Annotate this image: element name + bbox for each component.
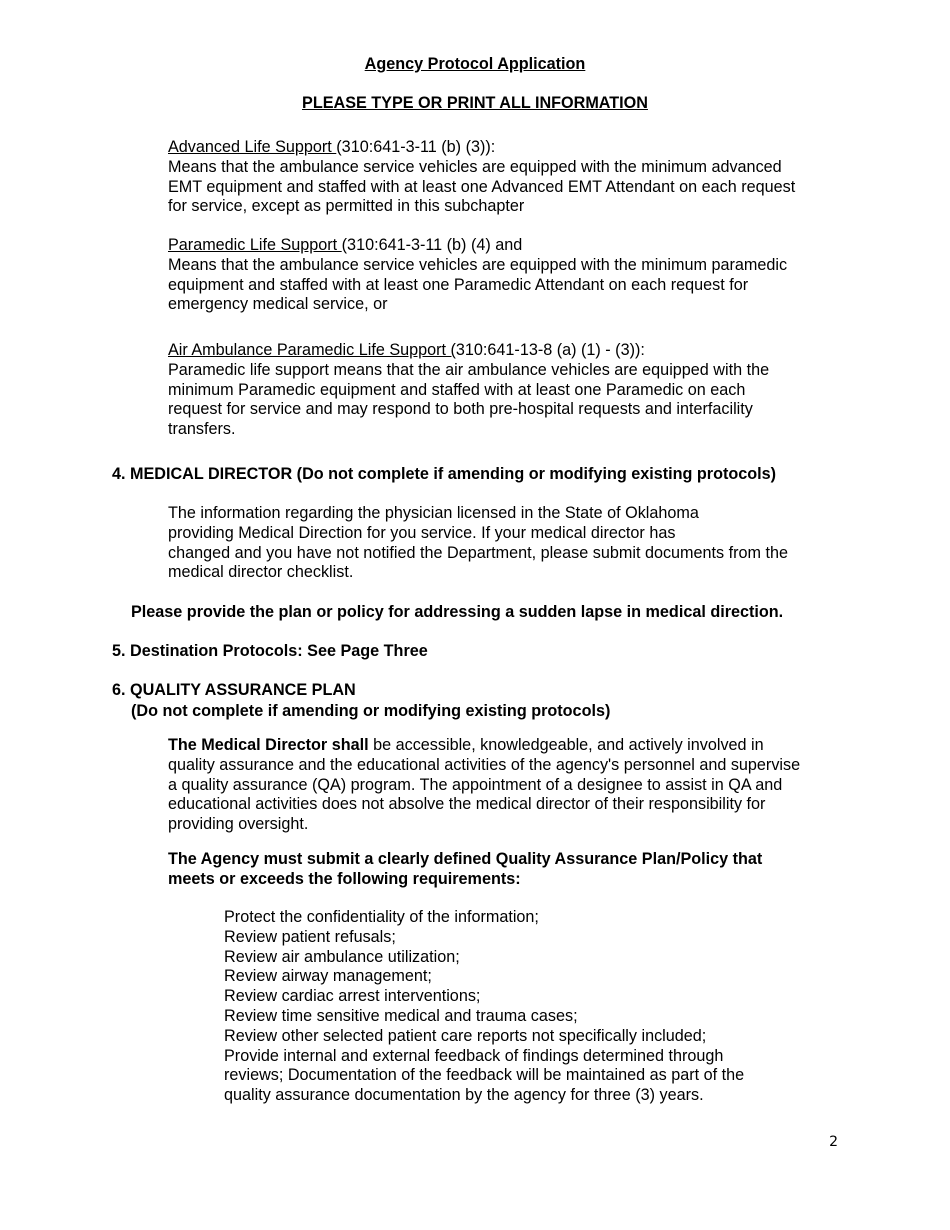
definition-line: request for service and may respond to both pre-hospital requests and interfacility <box>168 400 753 419</box>
definition-advanced-life-support <box>168 138 838 217</box>
page-number: 2 <box>829 1134 838 1150</box>
list-item: Review time sensitive medical and trauma cases; <box>224 1006 578 1025</box>
section-6-subheading: (Do not complete if amending or modifying existing protocols) <box>131 702 611 720</box>
body-line: medical director checklist. <box>168 563 354 582</box>
body-line: providing oversight. <box>168 815 309 834</box>
body-line: changed and you have not notified the Department, please submit documents from the <box>168 543 789 562</box>
definition-term: Paramedic Life Support <box>168 236 342 254</box>
list-item: Review airway management; <box>224 967 432 986</box>
medical-director-paragraph <box>168 736 838 835</box>
body-line: meets or exceeds the following requirements: <box>168 869 521 888</box>
definition-air-ambulance <box>168 341 838 440</box>
list-item: Review patient refusals; <box>224 927 396 946</box>
section-4-heading: 4. MEDICAL DIRECTOR (Do not complete if amending or modifying existing protocols) <box>112 465 777 483</box>
definition-line: EMT equipment and staffed with at least one Advanced EMT Attendant on each request <box>168 177 796 196</box>
definition-paramedic-life-support <box>168 236 838 315</box>
list-item: reviews; Documentation of the feedback will be maintained as part of the <box>224 1066 745 1085</box>
definition-line: Paramedic life support means that the air ambulance vehicles are equipped with the <box>168 360 770 379</box>
definition-term: Advanced Life Support <box>168 138 337 156</box>
section-4-plan-note: Please provide the plan or policy for addressing a sudden lapse in medical direction. <box>131 603 784 621</box>
list-item: quality assurance documentation by the agency for three (3) years. <box>224 1086 704 1105</box>
list-item: Review other selected patient care reports not specifically included; <box>224 1026 707 1045</box>
list-item: Provide internal and external feedback of findings determined through <box>224 1046 724 1065</box>
page-subtitle: PLEASE TYPE OR PRINT ALL INFORMATION <box>302 94 648 112</box>
section-4-body <box>168 504 838 583</box>
body-line: providing Medical Direction for you service. If your medical director has <box>168 523 676 542</box>
definition-term: Air Ambulance Paramedic Life Support ( <box>168 341 456 359</box>
body-line: The Agency must submit a clearly defined Quality Assurance Plan/Policy that <box>168 850 763 868</box>
section-5-heading: 5. Destination Protocols: See Page Three <box>112 642 428 660</box>
definition-ref: (310:641-3-11 (b) (4) and <box>341 236 523 254</box>
list-item: Protect the confidentiality of the information; <box>224 908 539 926</box>
definition-ref: (310:641-3-11 (b) (3)): <box>336 138 496 156</box>
definition-line: Means that the ambulance service vehicles are equipped with the minimum paramedic <box>168 255 788 274</box>
page-title: Agency Protocol Application <box>364 55 586 73</box>
section-6-heading: 6. QUALITY ASSURANCE PLAN <box>112 681 356 699</box>
definition-ref: 310:641-13-8 (a) (1) - (3)): <box>455 341 645 359</box>
requirements-list <box>224 908 824 1106</box>
body-line: educational activities does not absolve the medical director of their responsibility for <box>168 795 766 814</box>
definition-line: transfers. <box>168 420 236 439</box>
list-item: Review cardiac arrest interventions; <box>224 987 481 1006</box>
definition-line: equipment and staffed with at least one Paramedic Attendant on each request for <box>168 275 749 294</box>
definition-line: Means that the ambulance service vehicles are equipped with the minimum advanced <box>168 157 782 176</box>
md-bold-lead: The Medical Director shall <box>168 736 369 754</box>
definition-line: minimum Paramedic equipment and staffed with at least one Paramedic on each <box>168 380 746 399</box>
body-line: The information regarding the physician licensed in the State of Oklahoma <box>168 504 699 522</box>
definition-line: for service, except as permitted in this subchapter <box>168 197 525 216</box>
body-line: quality assurance and the educational activities of the agency's personnel and supervise <box>168 755 801 774</box>
definition-line: emergency medical service, or <box>168 295 388 314</box>
md-line-rest: be accessible, knowledgeable, and actively involved in <box>368 736 764 754</box>
agency-requirement-statement <box>168 850 838 890</box>
body-line: a quality assurance (QA) program. The appointment of a designee to assist in QA and <box>168 775 783 794</box>
list-item: Review air ambulance utilization; <box>224 947 460 966</box>
